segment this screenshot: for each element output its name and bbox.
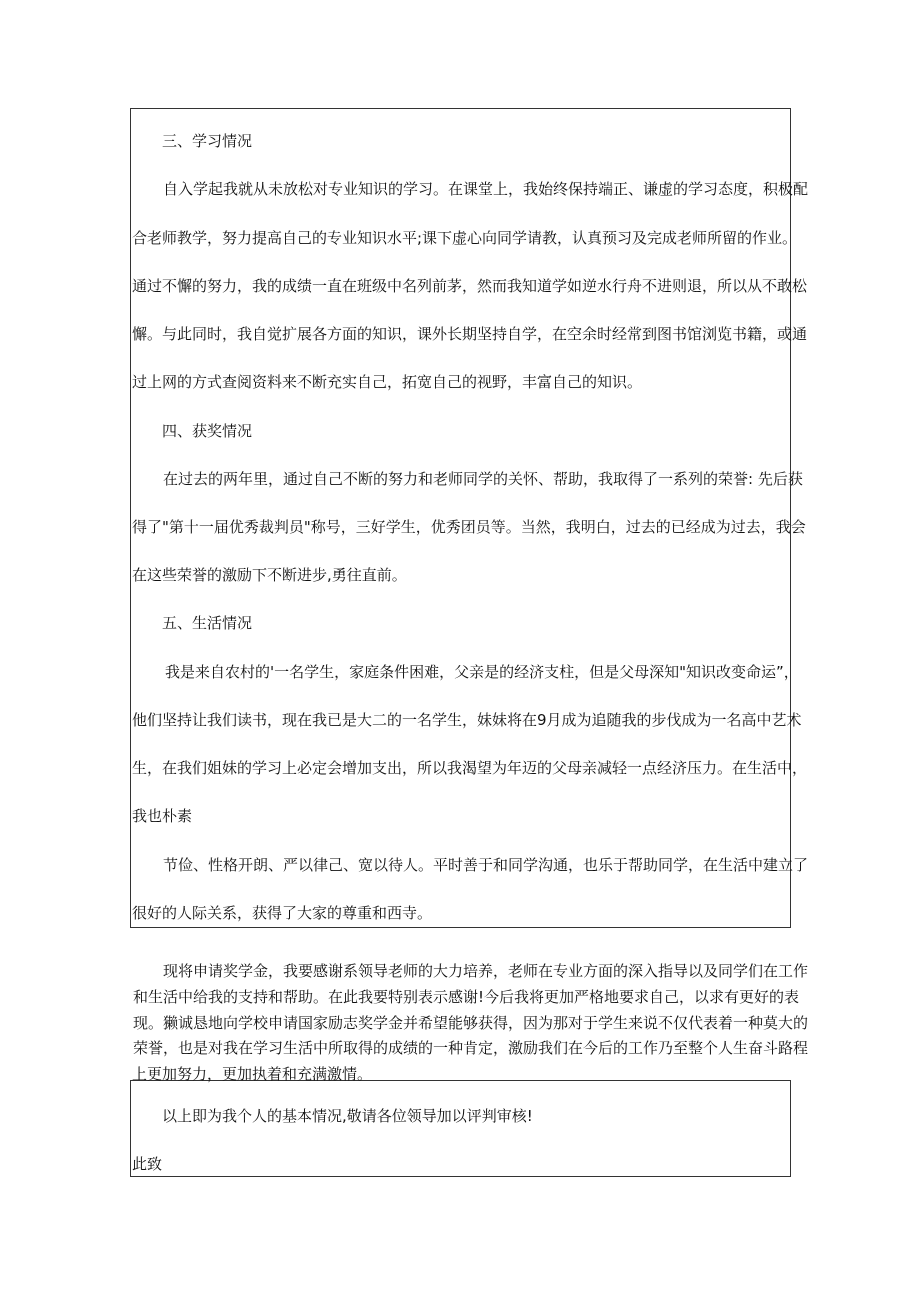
study-line-2: 合老师教学，努力提高自己的专业知识水平;课下虚心向同学请教，认真预习及完成老师所留的作业。 bbox=[132, 229, 798, 247]
closing-line-3: 现。獭诚恳地向学校申请国家励志奖学金并希望能够获得，因为那对于学生来说不仅代表着一种莫大的 bbox=[133, 1014, 809, 1032]
life-line-3: 生，在我们姐妹的学习上必定会增加支出，所以我渴望为年迈的父母亲减轻一点经济压力。在生活中， bbox=[132, 759, 808, 777]
awards-line-3: 在这些荣誉的激励下不断进步,勇往直前。 bbox=[132, 566, 407, 584]
study-line-4: 懈。与此同时，我自觉扩展各方面的知识，课外长期坚持自学，在空余时经常到图书馆浏览书籍，或通 bbox=[132, 325, 808, 343]
life-line-2: 他们坚持让我们读书，现在我已是大二的一名学生，妹妹将在9月成为追随我的步伐成为一名高中艺术 bbox=[132, 711, 802, 729]
life-line-6: 很好的人际关系，获得了大家的尊重和西寺。 bbox=[132, 904, 433, 922]
section-heading-awards: 四、获奖情况 bbox=[162, 422, 253, 440]
life-line-1: 我是来自农村的'一名学生，家庭条件困难，父亲是的经济支柱，但是父母深知"知识改变命运”， bbox=[165, 663, 799, 681]
study-line-5: 过上网的方式查阅资料来不断充实自己，拓宽自己的视野，丰富自己的知识。 bbox=[132, 373, 643, 391]
content-frame-bottom bbox=[130, 1080, 791, 1177]
section-heading-life: 五、生活情况 bbox=[162, 614, 253, 632]
final-statement: 以上即为我个人的基本情况,敬请各位领导加以评判审核! bbox=[162, 1107, 533, 1125]
closing-line-4: 荣誉，也是对我在学习生活中所取得的成绩的一种肯定，激励我们在今后的工作乃至整个人生奋斗路程 bbox=[133, 1039, 809, 1057]
life-line-5: 节俭、性格开朗、严以律己、宽以待人。平时善于和同学沟通，也乐于帮助同学，在生活中建立了 bbox=[163, 856, 809, 874]
section-heading-study: 三、学习情况 bbox=[162, 132, 253, 150]
salutation: 此致 bbox=[132, 1155, 163, 1173]
life-line-4: 我也朴素 bbox=[132, 807, 193, 825]
closing-line-2: 和生活中给我的支持和帮助。在此我要特别表示感谢!今后我将更加严格地要求自己，以求有更好的表 bbox=[133, 988, 800, 1006]
closing-line-1: 现将申请奖学金，我要感谢系领导老师的大力培养，老师在专业方面的深入指导以及同学们在工作 bbox=[163, 962, 809, 980]
awards-line-2: 得了"第十一届优秀裁判员"称号，三好学生，优秀团员等。当然，我明白，过去的已经成为过去，我会 bbox=[132, 518, 806, 536]
study-line-3: 通过不懈的努力，我的成绩一直在班级中名列前茅，然而我知道学如逆水行舟不进则退，所以从不敢松 bbox=[132, 277, 808, 295]
closing-line-5: 上更加努力，更加执着和充满激情。 bbox=[132, 1065, 373, 1083]
awards-line-1: 在过去的两年里，通过自己不断的努力和老师同学的关怀、帮助，我取得了一系列的荣誉: 先后获 bbox=[163, 470, 803, 488]
study-line-1: 自入学起我就从未放松对专业知识的学习。在课堂上，我始终保持端正、谦虚的学习态度，积极配 bbox=[163, 180, 809, 198]
